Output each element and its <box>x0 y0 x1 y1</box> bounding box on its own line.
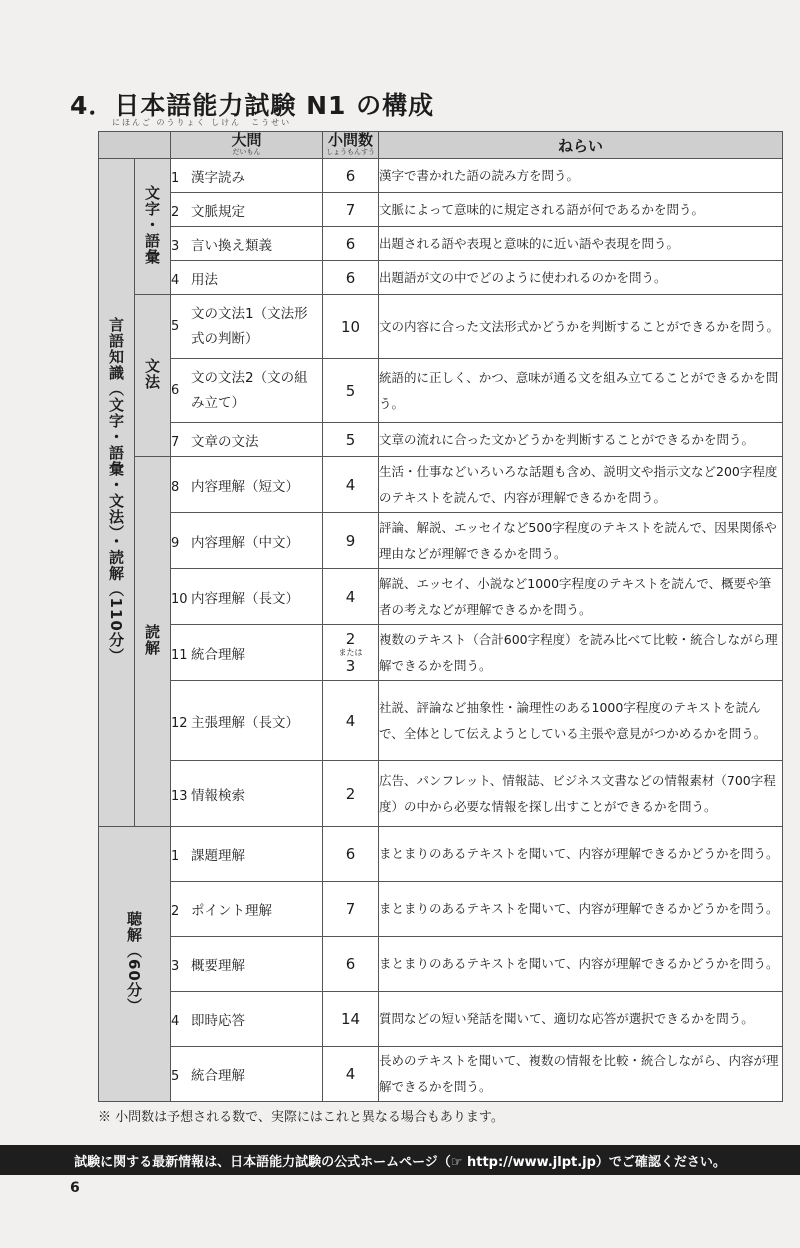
item-cell <box>171 513 323 569</box>
item-name: 文章の文法 <box>191 433 259 450</box>
section-gengo-chishiki <box>99 159 135 827</box>
item-aim: 社説、評論など抽象性・論理性のある1000字程度のテキストを読んで、全体として伝えようとしている主張や意見がつかめるかを問う。 <box>379 681 783 761</box>
item-number: 11 <box>171 647 188 663</box>
item-cell <box>171 569 323 625</box>
item-cell <box>171 359 323 423</box>
item-cell <box>171 937 323 992</box>
item-count: 5 <box>323 359 379 423</box>
table-row <box>99 1047 783 1102</box>
header-blank-cell <box>99 132 171 159</box>
item-name: ポイント理解 <box>191 903 272 919</box>
item-number: 6 <box>171 383 180 398</box>
page-number: 6 <box>70 1180 80 1196</box>
item-number: 1 <box>171 849 180 864</box>
item-number: 13 <box>171 788 188 804</box>
item-cell <box>171 423 323 457</box>
item-count: 4 <box>323 457 379 513</box>
item-aim: まとまりのあるテキストを聞いて、内容が理解できるかどうかを問う。 <box>379 882 783 937</box>
table-row <box>99 359 783 423</box>
item-cell <box>171 761 323 827</box>
item-count: 5 <box>323 423 379 457</box>
header-shomonsu-label: 小問数 <box>327 131 373 150</box>
item-count <box>323 625 379 681</box>
item-aim: 評論、解説、エッセイなど500字程度のテキストを読んで、因果関係や理由などが理解できるかを問う。 <box>379 513 783 569</box>
item-name: 用法 <box>191 271 218 288</box>
header-daimon <box>171 132 323 159</box>
official-site-banner: 試験に関する最新情報は、日本語能力試験の公式ホームページ（☞ http://www.jlpt.jp）でご確認ください。 <box>0 1145 800 1175</box>
section-chokai <box>99 827 171 1102</box>
item-count: 14 <box>323 992 379 1047</box>
item-count: 4 <box>323 681 379 761</box>
table-row <box>99 159 783 193</box>
item-aim: 複数のテキスト（合計600字程度）を読み比べて比較・統合しながら理解できるかを問う。 <box>379 625 783 681</box>
subsection-moji-goi <box>135 159 171 295</box>
subsection-dokkai <box>135 457 171 827</box>
item-number: 4 <box>171 1014 180 1029</box>
header-nerai: ねらい <box>379 132 783 159</box>
page-title-ruby: にほんご のうりょく しけん こうせい <box>112 118 292 127</box>
item-name: 言い換え類義 <box>191 237 272 254</box>
footnote: ※ 小問数は予想される数で、実際にはこれと異なる場合もあります。 <box>98 1110 504 1125</box>
item-cell <box>171 625 323 681</box>
subsection-moji-goi-label: 文字・語彙 <box>143 184 161 265</box>
item-cell <box>171 159 323 193</box>
item-aim: まとまりのあるテキストを聞いて、内容が理解できるかどうかを問う。 <box>379 827 783 882</box>
item-count: 6 <box>323 159 379 193</box>
table-row <box>99 625 783 681</box>
item-name: 主張理解（長文） <box>191 714 299 731</box>
item-aim: 出題語が文の中でどのように使われるのかを問う。 <box>379 261 783 295</box>
table-row <box>99 681 783 761</box>
item-cell <box>171 681 323 761</box>
item-name: 統合理解 <box>191 1068 245 1084</box>
structure-table <box>98 131 783 1102</box>
item-aim: 生活・仕事などいろいろな話題も含め、説明文や指示文など200字程度のテキストを読んで、内容が理解できるかを問う。 <box>379 457 783 513</box>
item-aim: 文脈によって意味的に規定される語が何であるかを問う。 <box>379 193 783 227</box>
item-number: 7 <box>171 434 180 450</box>
subsection-bunpo <box>135 295 171 457</box>
item-aim: 文章の流れに合った文かどうかを判断することができるかを問う。 <box>379 423 783 457</box>
item-aim: 解説、エッセイ、小説など1000字程度のテキストを読んで、概要や筆者の考えなどが理解できるかを問う。 <box>379 569 783 625</box>
item-cell <box>171 882 323 937</box>
table-row <box>99 761 783 827</box>
header-daimon-label: 大問 <box>231 131 262 150</box>
item-number: 3 <box>171 959 180 974</box>
table-row <box>99 882 783 937</box>
item-count: 6 <box>323 261 379 295</box>
item-number: 2 <box>171 904 180 919</box>
item-aim: 出題される語や表現と意味的に近い語や表現を問う。 <box>379 227 783 261</box>
item-count: 2 <box>323 761 379 827</box>
item-number: 12 <box>171 715 188 731</box>
item-count-b: 3 <box>345 657 356 675</box>
table-row <box>99 569 783 625</box>
table-row <box>99 827 783 882</box>
item-aim: 統語的に正しく、かつ、意味が通る文を組み立てることができるかを問う。 <box>379 359 783 423</box>
structure-table-wrapper <box>98 131 782 1101</box>
item-name: 概要理解 <box>191 958 245 974</box>
item-number: 4 <box>171 272 180 288</box>
table-row <box>99 193 783 227</box>
item-count: 6 <box>323 227 379 261</box>
item-count: 6 <box>323 827 379 882</box>
item-cell <box>171 1047 323 1102</box>
item-name: 即時応答 <box>191 1013 245 1029</box>
item-count: 4 <box>323 569 379 625</box>
item-count: 6 <box>323 937 379 992</box>
item-count: 10 <box>323 295 379 359</box>
item-cell <box>171 827 323 882</box>
table-header-row <box>99 132 783 159</box>
item-name: 統合理解 <box>191 646 245 663</box>
header-shomonsu <box>323 132 379 159</box>
item-aim: 漢字で書かれた語の読み方を問う。 <box>379 159 783 193</box>
table-row <box>99 992 783 1047</box>
item-count-a: 2 <box>345 629 356 648</box>
item-cell <box>171 227 323 261</box>
item-cell <box>171 193 323 227</box>
item-name: 課題理解 <box>191 848 245 864</box>
item-aim: 広告、パンフレット、情報誌、ビジネス文書などの情報素材（700字程度）の中から必要な情報を探し出すことができるかを問う。 <box>379 761 783 827</box>
item-number: 2 <box>171 204 180 220</box>
item-name: 文脈規定 <box>191 203 245 220</box>
section-gengo-label: 言語知識（文字・語彙・文法）・読解（110分） <box>107 317 125 664</box>
section-chokai-label: 聴解（60分） <box>125 910 143 1014</box>
item-number: 5 <box>171 319 180 334</box>
item-number: 8 <box>171 479 180 495</box>
header-daimon-ruby: だいもん <box>232 148 261 157</box>
item-cell <box>171 457 323 513</box>
item-count: 7 <box>323 193 379 227</box>
item-count: 7 <box>323 882 379 937</box>
item-name: 文の文法1（文法形式の判断） <box>191 306 308 347</box>
item-number: 1 <box>171 170 180 186</box>
item-aim: まとまりのあるテキストを聞いて、内容が理解できるかどうかを問う。 <box>379 937 783 992</box>
item-cell <box>171 261 323 295</box>
subsection-dokkai-label: 読解 <box>143 623 161 656</box>
item-number: 9 <box>171 535 180 551</box>
page-title: 4．日本語能力試験 N1 の構成 <box>70 91 435 120</box>
item-number: 10 <box>171 591 188 607</box>
header-shomonsu-ruby: しょうもんすう <box>326 148 375 157</box>
table-row <box>99 937 783 992</box>
table-row <box>99 295 783 359</box>
item-name: 漢字読み <box>191 169 245 186</box>
item-aim: 長めのテキストを聞いて、複数の情報を比較・統合しながら、内容が理解できるかを問う。 <box>379 1047 783 1102</box>
item-name: 内容理解（短文） <box>191 478 299 495</box>
item-name: 文の文法2（文の組み立て） <box>191 370 308 411</box>
item-name: 内容理解（中文） <box>191 534 299 551</box>
table-row <box>99 227 783 261</box>
item-aim: 文の内容に合った文法形式かどうかを判断することができるかを問う。 <box>379 295 783 359</box>
item-cell <box>171 295 323 359</box>
item-name: 内容理解（長文） <box>191 590 299 607</box>
item-count: 4 <box>323 1047 379 1102</box>
table-row <box>99 261 783 295</box>
item-cell <box>171 992 323 1047</box>
table-row <box>99 513 783 569</box>
subsection-bunpo-label: 文法 <box>143 357 161 390</box>
item-name: 情報検索 <box>191 787 245 804</box>
item-count-or: または <box>338 648 363 657</box>
item-aim: 質問などの短い発話を聞いて、適切な応答が選択できるかを問う。 <box>379 992 783 1047</box>
item-number: 3 <box>171 238 180 254</box>
table-row <box>99 457 783 513</box>
table-row <box>99 423 783 457</box>
item-count: 9 <box>323 513 379 569</box>
item-number: 5 <box>171 1069 180 1084</box>
